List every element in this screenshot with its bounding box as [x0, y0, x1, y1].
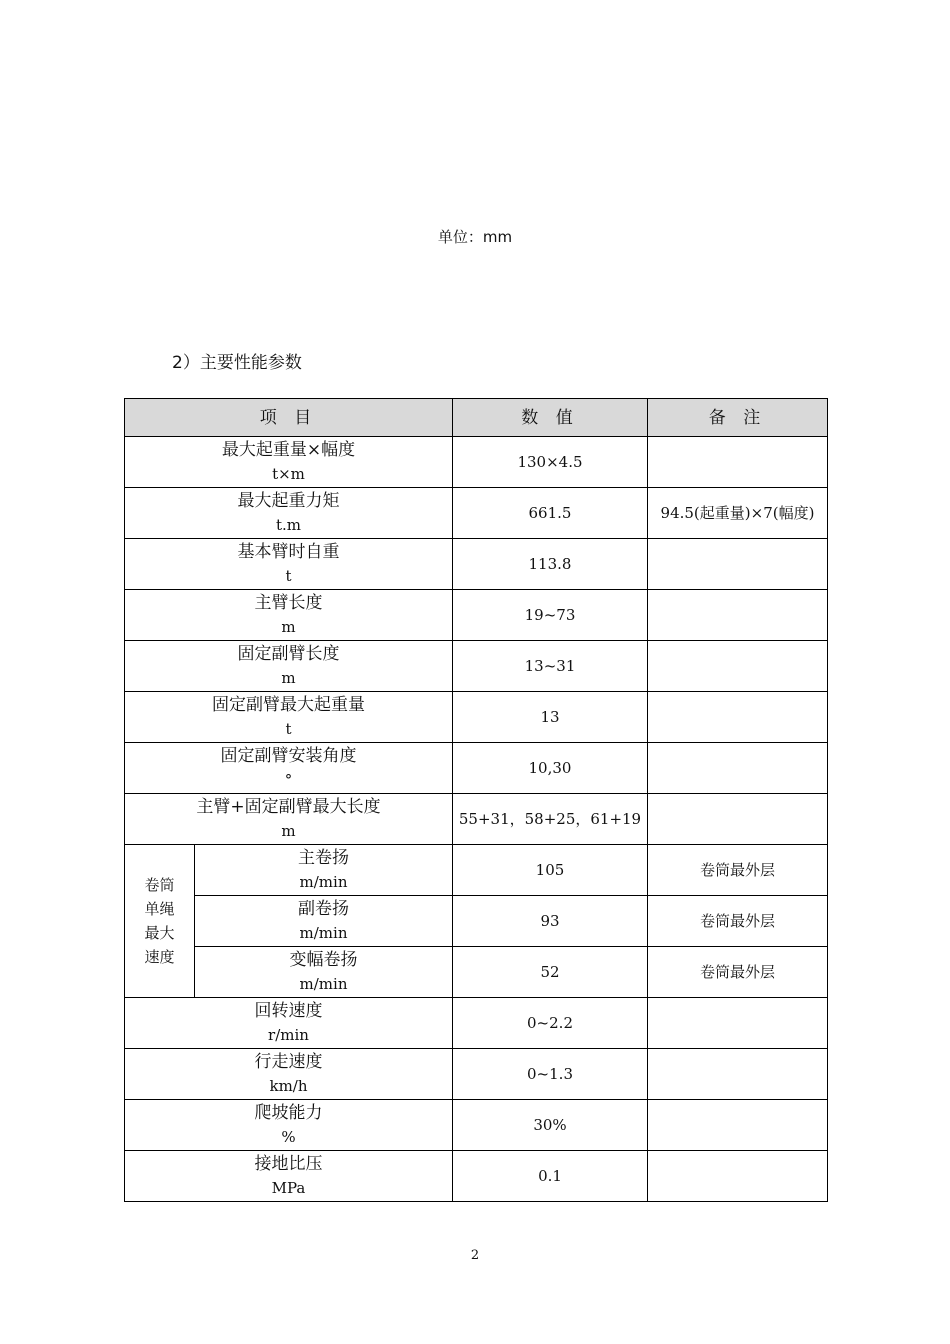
item-name: 固定副臂最大起重量: [212, 695, 365, 715]
note-cell: [648, 692, 828, 743]
item-name: 行走速度: [254, 1052, 323, 1072]
value-cell: 661.5: [453, 488, 648, 539]
note-cell: [648, 1151, 828, 1202]
item-name: 固定副臂长度: [237, 644, 340, 664]
group-label-cell: [125, 845, 195, 998]
table-row: [125, 896, 828, 947]
item-name: 爬坡能力: [254, 1103, 323, 1123]
item-cell: [195, 896, 453, 947]
table-row: [125, 845, 828, 896]
group-label-line: 最大: [144, 924, 175, 942]
table-row: [125, 1100, 828, 1151]
note-cell: [648, 1100, 828, 1151]
note-cell: 卷筒最外层: [648, 845, 828, 896]
table-row: [125, 590, 828, 641]
item-unit: r/min: [268, 1026, 309, 1044]
item-unit: m: [281, 822, 296, 840]
item-unit: MPa: [271, 1179, 306, 1197]
value-cell: 55+31，58+25，61+19: [453, 794, 648, 845]
item-name: 变幅卷扬: [289, 950, 358, 970]
value-cell: 0~2.2: [453, 998, 648, 1049]
item-unit: °: [284, 771, 293, 789]
unit-label: 单位：mm: [437, 228, 513, 246]
header-item: 项 目: [125, 399, 453, 437]
item-unit: %: [281, 1128, 296, 1146]
item-name: 主卷扬: [298, 848, 349, 868]
note-cell: [648, 641, 828, 692]
value-cell: 93: [453, 896, 648, 947]
item-cell: [125, 488, 453, 539]
note-cell: [648, 998, 828, 1049]
note-cell: 卷筒最外层: [648, 896, 828, 947]
item-cell: [125, 998, 453, 1049]
note-cell: 94.5(起重量)×7(幅度): [648, 488, 828, 539]
item-name: 回转速度: [254, 1001, 323, 1021]
group-label-line: 卷筒: [144, 876, 175, 894]
note-cell: [648, 590, 828, 641]
item-name: 最大起重力矩: [237, 491, 340, 511]
note-cell: 卷筒最外层: [648, 947, 828, 998]
table-row: [125, 488, 828, 539]
item-unit: m/min: [299, 975, 348, 993]
value-cell: 0.1: [453, 1151, 648, 1202]
value-cell: 105: [453, 845, 648, 896]
item-name: 接地比压: [254, 1154, 323, 1174]
table-row: [125, 1049, 828, 1100]
item-cell: [195, 947, 453, 998]
item-name: 主臂+固定副臂最大长度: [196, 797, 381, 817]
table-row: [125, 794, 828, 845]
value-cell: 19~73: [453, 590, 648, 641]
item-cell: [125, 743, 453, 794]
value-cell: 113.8: [453, 539, 648, 590]
value-cell: 10,30: [453, 743, 648, 794]
header-note: 备 注: [648, 399, 828, 437]
note-cell: [648, 437, 828, 488]
item-cell: [125, 641, 453, 692]
item-cell: [125, 437, 453, 488]
value-cell: 52: [453, 947, 648, 998]
value-cell: 130×4.5: [453, 437, 648, 488]
item-name: 固定副臂安装角度: [220, 746, 357, 766]
item-unit: m: [281, 618, 296, 636]
note-cell: [648, 794, 828, 845]
item-unit: m/min: [299, 873, 348, 891]
value-cell: 13: [453, 692, 648, 743]
value-cell: 0~1.3: [453, 1049, 648, 1100]
item-unit: km/h: [269, 1077, 308, 1095]
item-unit: t: [285, 720, 292, 738]
table-row: [125, 539, 828, 590]
item-unit: t: [285, 567, 292, 585]
item-name: 主臂长度: [254, 593, 323, 613]
item-name: 最大起重量×幅度: [221, 440, 356, 460]
table-row: [125, 743, 828, 794]
note-cell: [648, 743, 828, 794]
item-unit: t.m: [275, 516, 302, 534]
item-cell: [125, 794, 453, 845]
item-cell: [125, 1049, 453, 1100]
table-header-row: [125, 399, 828, 437]
item-cell: [125, 1151, 453, 1202]
note-cell: [648, 1049, 828, 1100]
table-row: [125, 947, 828, 998]
item-unit: m/min: [299, 924, 348, 942]
item-cell: [125, 539, 453, 590]
table-row: [125, 998, 828, 1049]
table-row: [125, 641, 828, 692]
header-value: 数 值: [453, 399, 648, 437]
item-cell: [195, 845, 453, 896]
item-unit: m: [281, 669, 296, 687]
section-title: 2）主要性能参数: [172, 353, 302, 373]
item-name: 副卷扬: [298, 899, 349, 919]
item-unit: t×m: [272, 465, 305, 483]
item-cell: [125, 1100, 453, 1151]
spec-table: [124, 398, 828, 1202]
value-cell: 30%: [453, 1100, 648, 1151]
table-row: [125, 437, 828, 488]
group-label-line: 速度: [144, 948, 175, 966]
item-cell: [125, 692, 453, 743]
note-cell: [648, 539, 828, 590]
item-name: 基本臂时自重: [237, 542, 340, 562]
group-label-line: 单绳: [144, 900, 175, 918]
table-row: [125, 1151, 828, 1202]
item-cell: [125, 590, 453, 641]
page-number: 2: [470, 1248, 480, 1263]
value-cell: 13~31: [453, 641, 648, 692]
table-row: [125, 692, 828, 743]
